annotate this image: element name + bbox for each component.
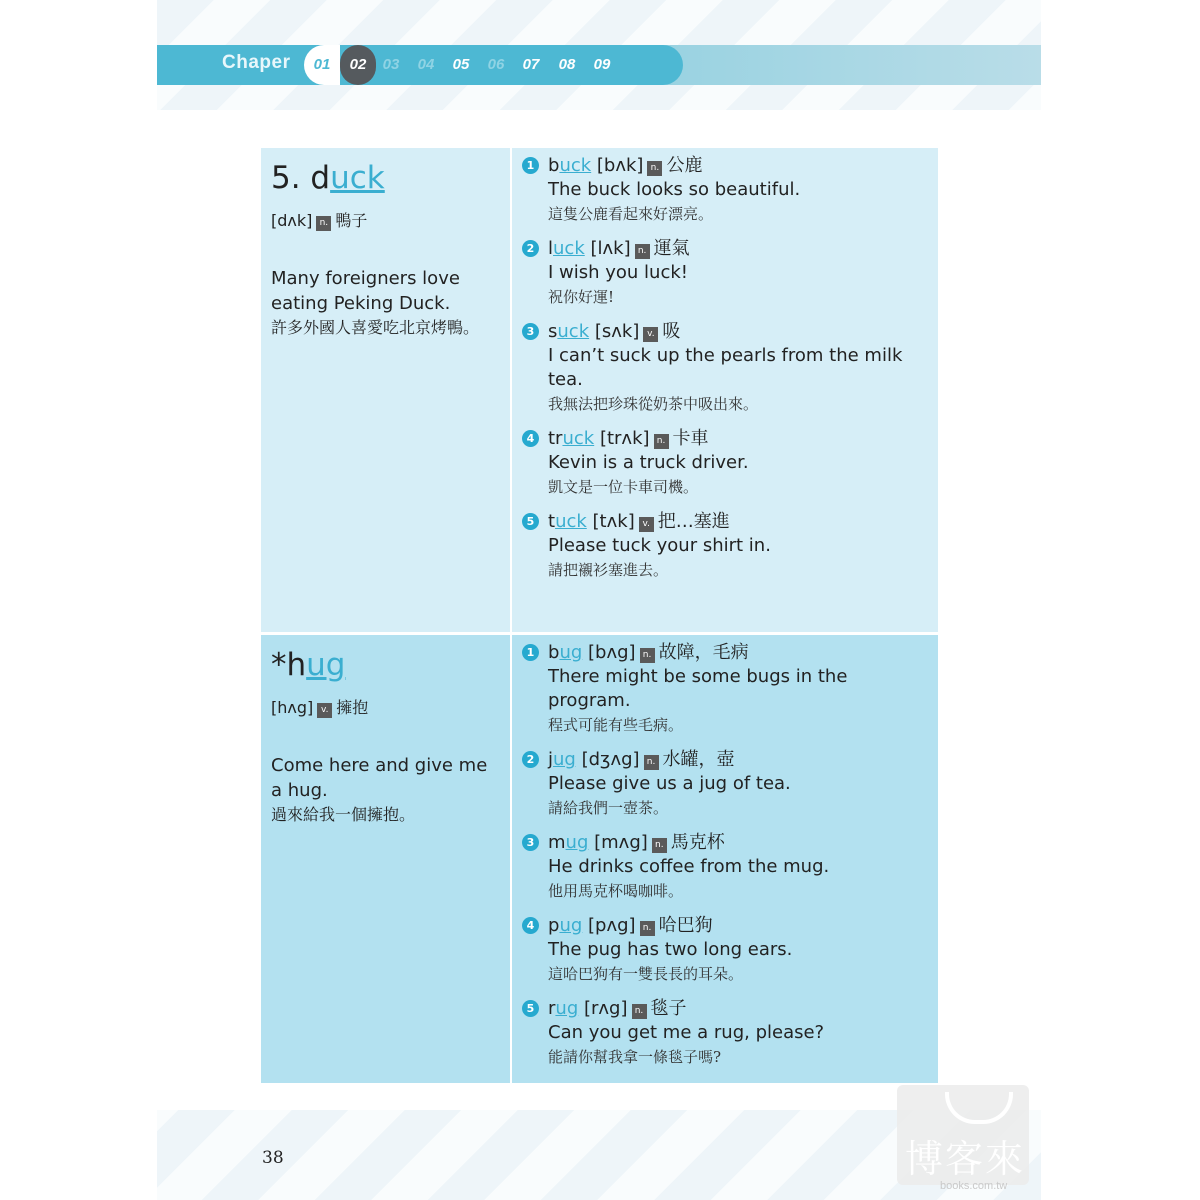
- meaning: 毯子: [650, 998, 687, 1019]
- sentence-chinese: 這隻公鹿看起來好漂亮。: [548, 205, 714, 223]
- word-entry: [522, 510, 930, 582]
- sentence-chinese: 程式可能有些毛病。: [548, 716, 684, 734]
- pos-tag: n.: [635, 244, 650, 259]
- chapter-tab-04[interactable]: 04: [417, 56, 435, 73]
- chapter-tab-07[interactable]: 07: [522, 56, 540, 73]
- main-word: [271, 645, 500, 685]
- sentence-english: There might be some bugs in the program.: [548, 666, 848, 711]
- word-rhyme: uck: [557, 321, 590, 342]
- word-prefix: b: [548, 642, 560, 663]
- chapter-tab-05[interactable]: 05: [452, 56, 470, 73]
- number-bullet: 3: [522, 323, 539, 340]
- word-entry: [522, 914, 930, 986]
- word-prefix: tr: [548, 428, 563, 449]
- chapter-tab-06[interactable]: 06: [487, 56, 505, 73]
- pos-tag: n.: [644, 755, 659, 770]
- chapter-tab-01[interactable]: 01: [304, 45, 340, 85]
- example-chinese: 過來給我一個擁抱。: [271, 805, 416, 824]
- meaning: 把…塞進: [657, 511, 730, 532]
- main-word-prefix: 5. d: [271, 160, 331, 196]
- related-words-cell-duck: [512, 148, 938, 632]
- sentence-english: I wish you luck!: [548, 262, 689, 283]
- sentence-chinese: 我無法把珍珠從奶茶中吸出來。: [548, 395, 759, 413]
- word-prefix: r: [548, 998, 556, 1019]
- main-word-rhyme: ug: [306, 647, 346, 683]
- page-number: 38: [262, 1148, 284, 1168]
- example-english: Many foreigners love eating Peking Duck.: [271, 268, 460, 314]
- main-word-prefix: *h: [271, 647, 307, 683]
- number-bullet: 1: [522, 644, 539, 661]
- watermark-url: books.com.tw: [940, 1180, 1008, 1192]
- main-phonetic-line: [271, 697, 500, 719]
- number-bullet: 3: [522, 834, 539, 851]
- word-prefix: s: [548, 321, 558, 342]
- word-entry: [522, 427, 930, 499]
- meaning: 水罐，壺: [662, 749, 735, 770]
- word-rhyme: uck: [555, 511, 587, 532]
- sentence-chinese: 請把襯衫塞進去。: [548, 561, 669, 579]
- word-prefix: t: [548, 511, 556, 532]
- sentence-chinese: 他用馬克杯喝咖啡。: [548, 882, 684, 900]
- meaning: 擁抱: [336, 698, 369, 717]
- phonetic: [tʌk]: [592, 511, 635, 532]
- word-rhyme: ug: [555, 998, 579, 1019]
- pos-tag: n.: [316, 216, 331, 231]
- word-prefix: p: [548, 915, 560, 936]
- word-prefix: j: [548, 749, 554, 770]
- sentence-english: I can’t suck up the pearls from the milk tea.: [548, 345, 903, 390]
- meaning: 公鹿: [666, 155, 703, 176]
- meaning: 吸: [662, 321, 681, 342]
- phonetic: [pʌg]: [588, 915, 636, 936]
- word-prefix: m: [548, 832, 566, 853]
- pos-tag: v.: [317, 703, 332, 718]
- number-bullet: 2: [522, 240, 539, 257]
- phonetic: [rʌg]: [583, 998, 628, 1019]
- related-words-cell-hug: [512, 635, 938, 1083]
- meaning: 運氣: [653, 238, 690, 259]
- sentence-english: He drinks coffee from the mug.: [548, 856, 830, 877]
- sentence-english: Can you get me a rug, please?: [548, 1022, 825, 1043]
- word-rhyme: ug: [565, 832, 589, 853]
- phonetic: [hʌg]: [271, 698, 314, 717]
- pos-tag: n.: [654, 434, 669, 449]
- main-word-rhyme: uck: [330, 160, 385, 196]
- sentence-english: Please tuck your shirt in.: [548, 535, 771, 556]
- word-entry: [522, 237, 930, 309]
- word-prefix: b: [548, 155, 560, 176]
- meaning: 故障，毛病: [658, 642, 749, 663]
- number-bullet: 4: [522, 917, 539, 934]
- sentence-chinese: 凱文是一位卡車司機。: [548, 478, 699, 496]
- meaning: 鴨子: [335, 211, 368, 230]
- sentence-chinese: 能請你幫我拿一條毯子嗎?: [548, 1048, 722, 1066]
- pos-tag: n.: [632, 1004, 647, 1019]
- phonetic: [dʌk]: [271, 211, 313, 230]
- word-rhyme: uck: [562, 428, 595, 449]
- phonetic: [trʌk]: [599, 428, 650, 449]
- number-bullet: 5: [522, 513, 539, 530]
- phonetic: [bʌk]: [596, 155, 644, 176]
- word-entry: [522, 997, 930, 1069]
- word-entry: [522, 641, 930, 737]
- pos-tag: n.: [647, 161, 662, 176]
- sentence-english: Please give us a jug of tea.: [548, 773, 791, 794]
- number-bullet: 2: [522, 751, 539, 768]
- phonetic: [bʌg]: [588, 642, 636, 663]
- pos-tag: n.: [640, 648, 655, 663]
- word-entry: [522, 320, 930, 416]
- word-prefix: l: [548, 238, 554, 259]
- phonetic: [dʒʌg]: [581, 749, 640, 770]
- sentence-english: Kevin is a truck driver.: [548, 452, 749, 473]
- pos-tag: n.: [652, 838, 667, 853]
- meaning: 哈巴狗: [658, 915, 713, 936]
- phonetic: [sʌk]: [594, 321, 640, 342]
- example-chinese: 許多外國人喜愛吃北京烤鴨。: [271, 318, 480, 337]
- word-rhyme: ug: [559, 915, 583, 936]
- main-word: [271, 158, 500, 198]
- example-english: Come here and give me a hug.: [271, 755, 488, 801]
- word-rhyme: uck: [553, 238, 585, 259]
- chapter-label: Chaper: [222, 52, 291, 73]
- phonetic: [mʌg]: [594, 832, 648, 853]
- watermark-text: 博客來: [905, 1137, 1026, 1181]
- main-phonetic-line: [271, 210, 500, 232]
- word-rhyme: ug: [553, 749, 576, 770]
- sentence-chinese: 這哈巴狗有一雙長長的耳朵。: [548, 965, 744, 983]
- pos-tag: n.: [640, 921, 655, 936]
- number-bullet: 5: [522, 1000, 539, 1017]
- number-bullet: 1: [522, 157, 539, 174]
- meaning: 馬克杯: [670, 832, 725, 853]
- word-entry: [522, 154, 930, 226]
- sentence-english: The pug has two long ears.: [548, 939, 793, 960]
- word-rhyme: uck: [559, 155, 592, 176]
- pos-tag: v.: [643, 327, 658, 342]
- chapter-tab-09[interactable]: 09: [593, 56, 611, 73]
- sentence-chinese: 祝你好運!: [548, 288, 615, 306]
- number-bullet: 4: [522, 430, 539, 447]
- chapter-tab-08[interactable]: 08: [558, 56, 576, 73]
- sentence-chinese: 請給我們一壺茶。: [548, 799, 669, 817]
- phonetic: [lʌk]: [590, 238, 631, 259]
- word-entry: [522, 831, 930, 903]
- word-entry: [522, 748, 930, 820]
- chapter-tab-03[interactable]: 03: [382, 56, 400, 73]
- main-word-cell-duck: [261, 148, 510, 632]
- word-rhyme: ug: [559, 642, 583, 663]
- main-word-cell-hug: [261, 635, 510, 1083]
- chapter-tab-02[interactable]: 02: [340, 45, 376, 85]
- meaning: 卡車: [672, 428, 709, 449]
- pos-tag: v.: [639, 517, 654, 532]
- sentence-english: The buck looks so beautiful.: [548, 179, 801, 200]
